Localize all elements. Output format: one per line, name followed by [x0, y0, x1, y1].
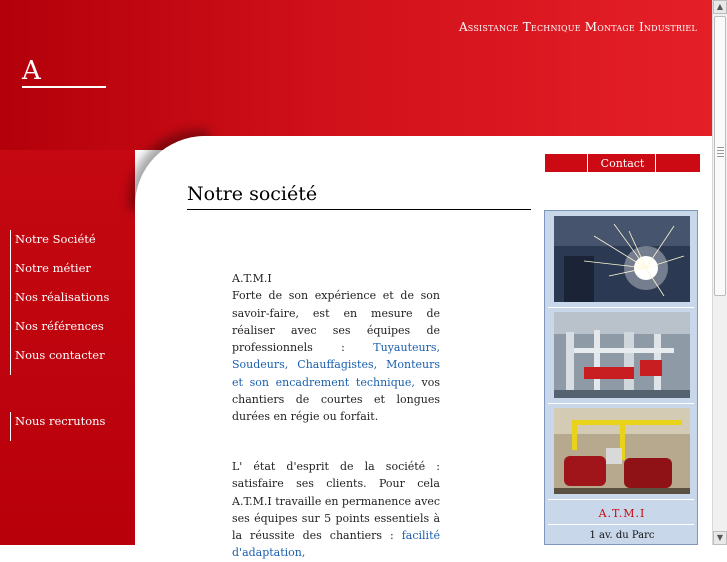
contact-label: Contact [600, 156, 645, 170]
title-divider [187, 209, 531, 210]
gallery-separator [548, 499, 694, 500]
contact-bar-divider [655, 154, 656, 172]
menu-item-societe[interactable]: Notre Société [10, 230, 109, 259]
menu-item-contacter[interactable]: Nous contacter [10, 346, 109, 375]
gallery-separator [548, 524, 694, 525]
logo[interactable]: A [22, 56, 41, 86]
photo-gallery [544, 210, 698, 545]
paragraph-intro [232, 270, 440, 426]
logo-underline [22, 86, 106, 88]
welding-photo [554, 216, 690, 302]
intro-text: Forte de son expérience et de son savoir-faire, est en mesure de réaliser avec ses équipes de professionnels : [232, 289, 440, 355]
site-title: Assistance Technique Montage Industriel [458, 20, 697, 34]
intro-end: vos chantiers de courtes et longues durées en régie ou forfait. [232, 375, 441, 424]
adaptation-link[interactable]: facilité d'adaptation, [232, 529, 440, 560]
scroll-thumb[interactable] [714, 16, 726, 296]
boiler-photo [554, 408, 690, 494]
page-title: Notre société [187, 183, 318, 205]
menu-item-recrutons[interactable]: Nous recrutons [10, 412, 109, 441]
spirit-text: L' état d'esprit de la société : satisfaire ses clients. Pour cela A.T.M.I travaille en permanence avec ses équipes sur 5 points essentiels à la réussite des chantiers : [232, 460, 441, 543]
contact-bar-divider [587, 154, 588, 172]
scroll-down-arrow-icon[interactable]: ▼ [713, 531, 727, 545]
menu-item-realisations[interactable]: Nos réalisations [10, 288, 109, 317]
gallery-separator [548, 307, 694, 308]
main-menu [10, 230, 109, 441]
gallery-separator [548, 403, 694, 404]
contact-button[interactable] [544, 154, 701, 172]
company-name: A.T.M.I [232, 272, 272, 285]
trades-link[interactable]: Tuyauteurs, Soudeurs, Chauffagistes, Monteurs et son encadrement technique, [232, 341, 440, 389]
scroll-up-arrow-icon[interactable]: ▲ [713, 0, 727, 14]
paragraph-spirit [232, 458, 440, 562]
menu-item-metier[interactable]: Notre métier [10, 259, 109, 288]
menu-item-references[interactable]: Nos références [10, 317, 109, 346]
header-banner [0, 0, 713, 150]
grip-icon [717, 147, 724, 159]
piping-photo [554, 312, 690, 398]
gallery-address: 1 av. du Parc [589, 530, 655, 541]
vertical-scrollbar[interactable] [712, 0, 727, 545]
gallery-company-name: A.T.M.I [598, 507, 646, 520]
